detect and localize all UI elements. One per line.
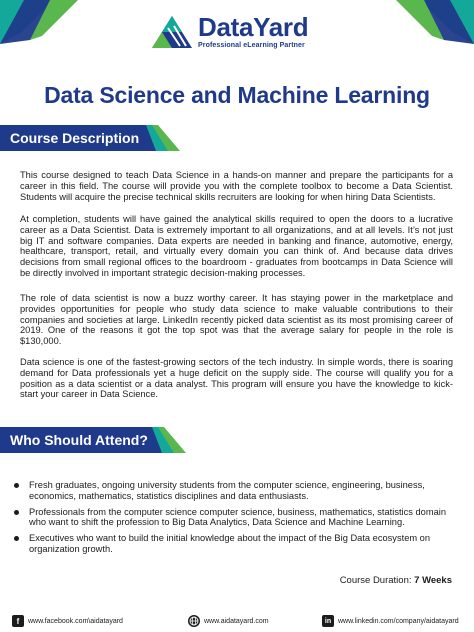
facebook-url: www.facebook.com\aidatayard [28,617,123,625]
list-item: Executives who want to build the initial knowledge about the impact of the Big Data ecosystem on organization growth. [12,533,453,555]
facebook-icon: f [12,615,24,627]
section-header-course-description [0,125,180,151]
brand-name: DataYard [198,12,309,42]
section-header-who-should-attend [0,427,186,453]
list-item: Fresh graduates, ongoing university students from the computer science, engineering, business, economics, mathematics, statistics disciplines and data enthusiasts. [12,480,453,502]
description-paragraph-3: The role of data scientist is now a buzz worthy career. It has staying power in the marketplace and provides opportunities for people who study data science to make valuable contributions to their companies and societies at large. LinkedIn recently picked data scientist as its most promising career of 2019. One of the reasons it got the top spot was that the average salary for people in the role is $130,000. [20,293,453,347]
datayard-logo-icon [150,14,194,50]
website-url: www.aidatayard.com [204,617,269,625]
linkedin-url: www.linkedin.com/company/aidatayard [338,617,459,625]
attendee-list [12,480,453,560]
footer-facebook-link[interactable] [12,614,123,628]
list-item: Professionals from the computer science computer science, business, mathematics, statistics domain who want to shift the profession to Big Data Analytics, Data Science and Machine Learning. [12,507,453,529]
section-label-who-should-attend: Who Should Attend? [10,432,148,448]
globe-icon [188,615,200,627]
footer [0,614,474,632]
duration-value: 7 Weeks [414,575,452,586]
duration-label: Course Duration: [339,575,412,586]
course-duration [340,575,452,586]
page-title: Data Science and Machine Learning [44,82,430,108]
footer-linkedin-link[interactable] [322,614,459,628]
section-label-course-description: Course Description [10,130,140,146]
footer-website-link[interactable] [188,614,269,628]
description-paragraph-1: This course designed to teach Data Science in a hands-on manner and prepare the participants for a career in this field. The course will provide you with the complete toolbox to become a Data Scientist. Students will acquire the precise technical skills recruiters are looking for when hiring Data Scientists. [20,170,453,202]
corner-decoration-left [0,0,90,44]
linkedin-icon: in [322,615,334,627]
description-paragraph-2: At completion, students will have gained the analytical skills required to open the doors to a lucrative career as a Data Scientist. Data is extremely important to all organizations, and at all levels. It’s not just big IT and software companies. Data experts are needed in banking and finance, automotive, energy, healthcare, transport, retail, and virtually every domain you can think of. And because data drives decisions from small regional offices to the boardroom - graduates from bootcamps in Data Science will be directly involved in important strategic decision-making processes. [20,214,453,278]
brand-tagline: Professional eLearning Partner [198,42,305,49]
corner-decoration-right [384,0,474,44]
brand-header [150,12,340,52]
description-paragraph-4: Data science is one of the fastest-growing sectors of the tech industry. In simple words, there is soaring demand for Data professionals yet a huge deficit on the supply side. The course will qualify you for a position as a data scientist or a data analyst. This program will ensure you have the knowledge to kick-start your career in Data Science. [20,357,453,400]
